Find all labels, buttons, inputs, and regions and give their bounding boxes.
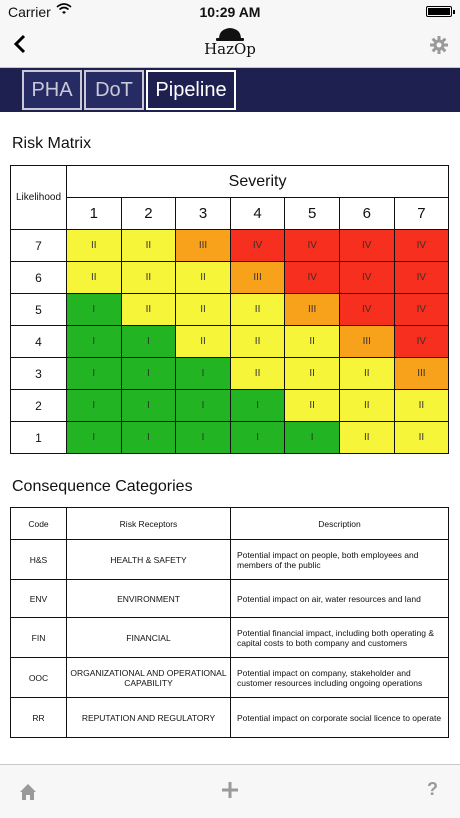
tab-dot[interactable]: DoT <box>84 70 144 110</box>
risk-cell: I <box>230 390 285 422</box>
severity-level: 6 <box>339 198 394 230</box>
segment-tab-bar <box>0 68 460 112</box>
likelihood-header: Likelihood <box>11 166 67 230</box>
matrix-row <box>11 422 449 454</box>
tab-pipeline[interactable]: Pipeline <box>146 70 236 110</box>
code-cell: ENV <box>11 580 67 618</box>
risk-cell: I <box>176 358 231 390</box>
code-cell: FIN <box>11 618 67 658</box>
description-cell: Potential impact on corporate social licence to operate <box>231 698 449 738</box>
code-header: Code <box>11 508 67 540</box>
risk-cell: I <box>121 390 176 422</box>
risk-cell: III <box>230 262 285 294</box>
code-cell: RR <box>11 698 67 738</box>
risk-cell: I <box>67 294 122 326</box>
code-cell: H&S <box>11 540 67 580</box>
matrix-row <box>11 294 449 326</box>
risk-cell: II <box>230 326 285 358</box>
description-cell: Potential impact on air, water resources and land <box>231 580 449 618</box>
risk-cell: II <box>339 358 394 390</box>
plus-icon[interactable] <box>221 781 239 799</box>
likelihood-level: 1 <box>11 422 67 454</box>
receptor-cell: FINANCIAL <box>67 618 231 658</box>
risk-cell: II <box>285 358 340 390</box>
receptor-cell: ENVIRONMENT <box>67 580 231 618</box>
risk-cell: III <box>285 294 340 326</box>
risk-cell: I <box>285 422 340 454</box>
risk-cell: IV <box>230 230 285 262</box>
risk-cell: III <box>176 230 231 262</box>
description-header: Description <box>231 508 449 540</box>
risk-cell: I <box>67 326 122 358</box>
status-time: 10:29 AM <box>199 4 261 20</box>
risk-cell: IV <box>339 294 394 326</box>
consequence-title: Consequence Categories <box>12 478 193 495</box>
receptor-cell: REPUTATION AND REGULATORY <box>67 698 231 738</box>
risk-cell: I <box>67 390 122 422</box>
likelihood-level: 3 <box>11 358 67 390</box>
question-icon[interactable]: ? <box>427 779 438 799</box>
risk-cell: IV <box>339 230 394 262</box>
battery-icon <box>426 6 452 17</box>
risk-cell: II <box>67 262 122 294</box>
risk-cell: II <box>230 358 285 390</box>
risk-cell: II <box>394 390 449 422</box>
consequence-row <box>11 618 449 658</box>
risk-matrix-table <box>10 165 449 454</box>
home-icon[interactable] <box>19 783 37 801</box>
severity-header: Severity <box>67 166 449 198</box>
risk-cell: IV <box>394 262 449 294</box>
risk-cell: I <box>67 422 122 454</box>
risk-cell: II <box>230 294 285 326</box>
chevron-left-icon[interactable] <box>12 34 28 54</box>
risk-cell: II <box>121 262 176 294</box>
risk-cell: II <box>67 230 122 262</box>
severity-level: 2 <box>121 198 176 230</box>
consequence-row <box>11 540 449 580</box>
risk-cell: I <box>176 422 231 454</box>
risk-cell: IV <box>285 262 340 294</box>
risk-cell: II <box>176 262 231 294</box>
consequence-row <box>11 698 449 738</box>
consequence-table <box>10 507 449 738</box>
logo-text: HazOp <box>204 40 256 58</box>
tab-pha[interactable]: PHA <box>22 70 82 110</box>
description-cell: Potential financial impact, including both operating & capital costs to both company and customers <box>231 618 449 658</box>
receptor-cell: ORGANIZATIONAL AND OPERATIONAL CAPABILITY <box>67 658 231 698</box>
risk-cell: I <box>176 390 231 422</box>
nav-bar <box>0 24 460 68</box>
risk-cell: II <box>176 294 231 326</box>
severity-level: 1 <box>67 198 122 230</box>
receptors-header: Risk Receptors <box>67 508 231 540</box>
consequence-row <box>11 580 449 618</box>
likelihood-level: 5 <box>11 294 67 326</box>
likelihood-level: 4 <box>11 326 67 358</box>
matrix-row <box>11 262 449 294</box>
likelihood-level: 7 <box>11 230 67 262</box>
risk-cell: IV <box>394 326 449 358</box>
code-cell: OOC <box>11 658 67 698</box>
risk-cell: II <box>339 422 394 454</box>
risk-cell: IV <box>394 230 449 262</box>
description-cell: Potential impact on people, both employees and members of the public <box>231 540 449 580</box>
matrix-row <box>11 390 449 422</box>
risk-cell: III <box>339 326 394 358</box>
severity-level: 4 <box>230 198 285 230</box>
likelihood-level: 6 <box>11 262 67 294</box>
matrix-row <box>11 326 449 358</box>
risk-cell: II <box>285 326 340 358</box>
status-bar <box>0 0 460 24</box>
likelihood-level: 2 <box>11 390 67 422</box>
risk-cell: III <box>394 358 449 390</box>
carrier-label: Carrier <box>8 4 51 20</box>
consequence-row <box>11 658 449 698</box>
risk-cell: IV <box>285 230 340 262</box>
app-logo <box>200 24 260 68</box>
receptor-cell: HEALTH & SAFETY <box>67 540 231 580</box>
risk-cell: IV <box>339 262 394 294</box>
risk-cell: I <box>230 422 285 454</box>
risk-cell: II <box>121 230 176 262</box>
matrix-row <box>11 230 449 262</box>
bottom-toolbar <box>0 764 460 818</box>
risk-cell: I <box>121 422 176 454</box>
risk-cell: II <box>121 294 176 326</box>
risk-cell: I <box>121 326 176 358</box>
severity-level: 3 <box>176 198 231 230</box>
risk-cell: II <box>176 326 231 358</box>
risk-cell: I <box>67 358 122 390</box>
risk-cell: II <box>339 390 394 422</box>
risk-cell: I <box>121 358 176 390</box>
gear-icon[interactable] <box>430 36 448 54</box>
risk-cell: II <box>394 422 449 454</box>
severity-level: 7 <box>394 198 449 230</box>
risk-cell: II <box>285 390 340 422</box>
risk-matrix-title: Risk Matrix <box>12 135 92 152</box>
description-cell: Potential impact on company, stakeholder and customer resources including ongoing operations <box>231 658 449 698</box>
risk-cell: IV <box>394 294 449 326</box>
severity-level: 5 <box>285 198 340 230</box>
matrix-row <box>11 358 449 390</box>
